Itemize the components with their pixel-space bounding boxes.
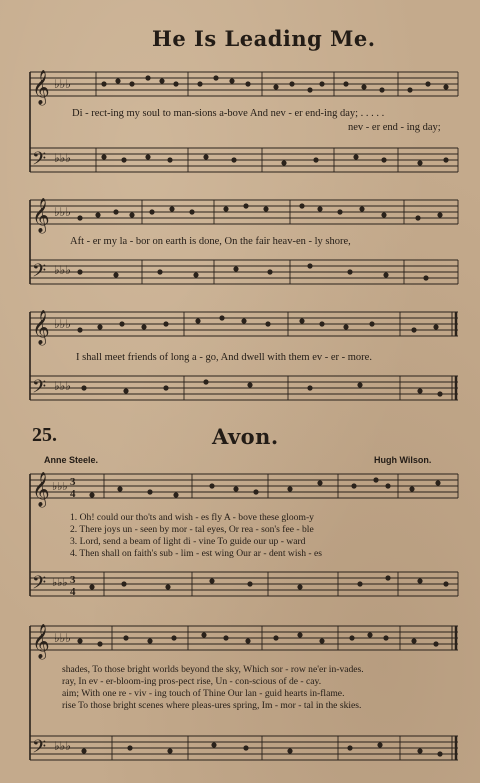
verse-line: 4. Then shall on faith's sub - lim - est wing Our ar - dent wish - es — [70, 548, 323, 559]
svg-text:𝄞: 𝄞 — [32, 310, 50, 345]
svg-text:𝄢: 𝄢 — [32, 149, 47, 174]
svg-text:♭♭♭: ♭♭♭ — [54, 263, 71, 277]
verse-line: rise To those bright scenes where pleas-ures spring, Im - mor - tal in the skies. — [62, 700, 362, 711]
svg-text:𝄢: 𝄢 — [32, 377, 47, 402]
verse-line: 3. Lord, send a beam of light di - vine To guide our up - ward — [70, 536, 306, 547]
composer-credit: Hugh Wilson. — [374, 455, 432, 465]
svg-text:♭♭♭: ♭♭♭ — [54, 317, 71, 331]
verse-line: 2. There joys un - seen by mor - tal eyes, Or rea - son's fee - ble — [70, 524, 314, 535]
svg-text:3: 3 — [70, 574, 76, 586]
svg-text:4: 4 — [70, 586, 76, 598]
lyric-line: Di - rect-ing my soul to man-sions a-bove And nev - er end-ing day; . . . . . — [72, 108, 385, 119]
hymn-title: He Is Leading Me. — [152, 26, 376, 51]
svg-text:𝄞: 𝄞 — [32, 472, 50, 507]
svg-text:♭♭♭: ♭♭♭ — [54, 631, 71, 645]
verse-line: ray, In ev - er-bloom-ing pros-pect rise, Un - con-scious of de - cay. — [62, 676, 322, 687]
svg-text:𝄢: 𝄢 — [32, 737, 47, 762]
lyric-line: nev - er end - ing day; — [348, 122, 441, 133]
svg-text:♭♭♭: ♭♭♭ — [54, 205, 71, 219]
verse-line: shades, To those bright worlds beyond the sky, Which sor - row ne'er in-vades. — [62, 664, 364, 675]
svg-text:♭♭♭: ♭♭♭ — [54, 77, 71, 91]
lyric-line: I shall meet friends of long a - go, And dwell with them ev - er - more. — [76, 352, 372, 363]
svg-text:4: 4 — [70, 488, 76, 500]
svg-text:3: 3 — [70, 476, 76, 488]
verse-line: 1. Oh! could our tho'ts and wish - es fly A - bove these gloom-y — [70, 512, 314, 523]
svg-text:𝄢: 𝄢 — [32, 261, 47, 286]
svg-text:𝄞: 𝄞 — [32, 624, 50, 659]
hymn-title: Avon. — [212, 424, 279, 449]
verse-line: aim; With one re - viv - ing touch of Thine Our lan - guid hearts in-flame. — [62, 688, 345, 699]
music-system-2 — [0, 194, 480, 304]
svg-text:♭♭♭: ♭♭♭ — [54, 151, 71, 165]
lyric-line: Aft - er my la - bor on earth is done, On the fair heav-en - ly shore, — [70, 236, 351, 247]
svg-text:𝄢: 𝄢 — [32, 573, 47, 598]
svg-text:♭♭♭: ♭♭♭ — [52, 481, 68, 493]
svg-text:♭♭♭: ♭♭♭ — [54, 739, 71, 753]
svg-text:𝄞: 𝄞 — [32, 198, 50, 233]
svg-text:𝄞: 𝄞 — [32, 70, 50, 105]
hymn-number: 25. — [32, 424, 57, 446]
svg-text:♭♭♭: ♭♭♭ — [54, 379, 71, 393]
author-credit: Anne Steele. — [44, 455, 99, 465]
svg-text:♭♭♭: ♭♭♭ — [52, 577, 68, 589]
